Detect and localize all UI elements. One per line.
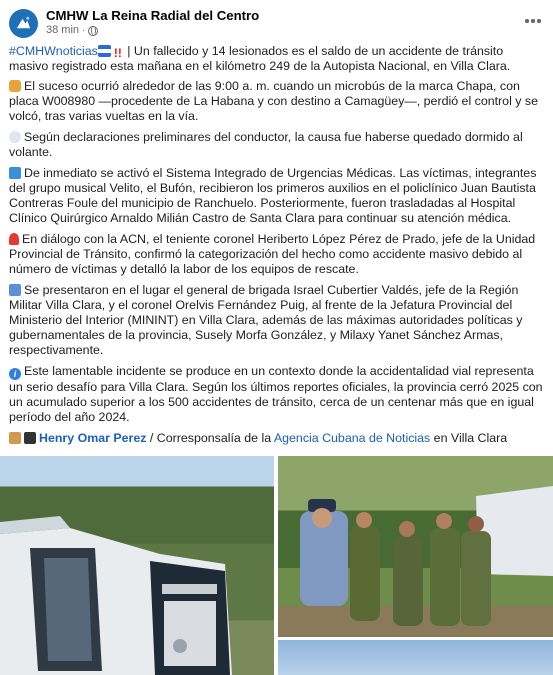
photo-overturned-bus[interactable] (0, 456, 274, 675)
post-time[interactable]: 38 min (46, 24, 80, 36)
info-icon: i (9, 368, 21, 380)
siren-icon (9, 233, 19, 245)
cuba-flag-icon (98, 45, 111, 57)
post-body (0, 40, 553, 446)
page-avatar[interactable] (9, 9, 38, 38)
paragraph-5-text: En diálogo con la ACN, el teniente coronel Heriberto López Pérez de Prado, jefe de la Unidad Provincial de Tránsito, confirmó la categorización del hecho como accidente masivo debido al número de víctimas y detalló la labor de los equipos de rescate. (9, 232, 536, 276)
officials-illustration (278, 456, 553, 637)
more-options-icon[interactable] (521, 10, 545, 32)
cmhw-logo-icon (14, 14, 33, 33)
bus-icon (9, 80, 21, 92)
paragraph-6-text: Se presentaron en el lugar el general de brigada Israel Cubertier Valdés, jefe de la Región Militar Villa Clara, y el coronel Orelvis Fernández Puig, al frente de la Jefatura Provincial del Ministerio del Interior (MININT) en Villa Clara, además de las máximas autoridades políticas y gubernamentales de la provincia, Susely Morfa González, y Milaxy Yanet Sánchez Armas, respectivamente. (9, 283, 523, 357)
author-mention-link[interactable]: Henry Omar Perez (39, 431, 147, 445)
photo-officials[interactable] (278, 456, 553, 675)
paragraph-4-text: De inmediato se activó el Sistema Integrado de Urgencias Médicas. Las víctimas, integrantes del grupo musical Velito, el Bufón, recibieron los primeros auxilios en el policlínico Juan Bautista Contreras Foule del municipio de Ranchuelo. Posteriormente, fueron trasladadas al Hospital Clínico Quirúrgico Arnaldo Milián Castro de Santa Clara para continuar su atención médica. (9, 166, 537, 225)
paragraph-4 (9, 166, 543, 226)
hospital-icon (9, 167, 21, 179)
speech-bubble-icon (9, 131, 21, 143)
exclamation-icon: !! (113, 46, 122, 60)
page-name-link[interactable]: CMHW La Reina Radial del Centro (46, 8, 260, 23)
arrow-icon (9, 284, 21, 296)
paragraph-7-text: Este lamentable incidente se produce en un contexto donde la accidentalidad vial representa un serio desafío para Villa Clara. Según los últimos reportes oficiales, la provincia cerró 2025 con un acumulado superior a los 500 accidentes de tránsito, cerca de un centenar más que en igual período del año 2024. (9, 364, 543, 424)
post-header (0, 6, 553, 40)
agency-mention-link[interactable]: Agencia Cubana de Noticias (273, 431, 431, 445)
photo-officials-top (278, 456, 553, 637)
paragraph-2 (9, 79, 543, 124)
paragraph-3 (9, 130, 543, 160)
photo-grid (0, 456, 553, 675)
paragraph-1-text: | Un fallecido y 14 lesionados es el saldo de un accidente de tránsito masivo registrado esta mañana en el kilómetro 249 de la Autopista Nacional, en Villa Clara. (9, 44, 511, 73)
paragraph-1 (9, 44, 543, 74)
credit-middle-text: / Corresponsalía de la (146, 431, 274, 445)
paragraph-2-text: El suceso ocurrió alrededor de las 9:00 a. m. cuando un microbús de la marca Chapa, con placa W008980 —procedente de La Habana y con destino a Camagüey—, perdió el control y se volcó, tras varias vueltas en la vía. (9, 79, 538, 123)
writing-hand-icon (9, 432, 21, 444)
paragraph-5 (9, 232, 543, 277)
photo-sky-bottom[interactable] (278, 640, 553, 675)
separator-dot: · (82, 25, 86, 35)
bus-illustration (0, 456, 274, 675)
paragraph-6 (9, 283, 543, 358)
hashtag-link[interactable]: #CMHWnoticias (9, 44, 98, 58)
credit-end-text: en Villa Clara (430, 431, 508, 445)
camera-icon (24, 432, 36, 444)
paragraph-3-text: Según declaraciones preliminares del conductor, la causa fue haberse quedado dormido al volante. (9, 130, 523, 159)
post-meta (46, 8, 521, 38)
globe-icon[interactable] (88, 26, 98, 36)
paragraph-8 (9, 431, 543, 446)
post-time-line (46, 23, 521, 38)
paragraph-7 (9, 364, 543, 425)
